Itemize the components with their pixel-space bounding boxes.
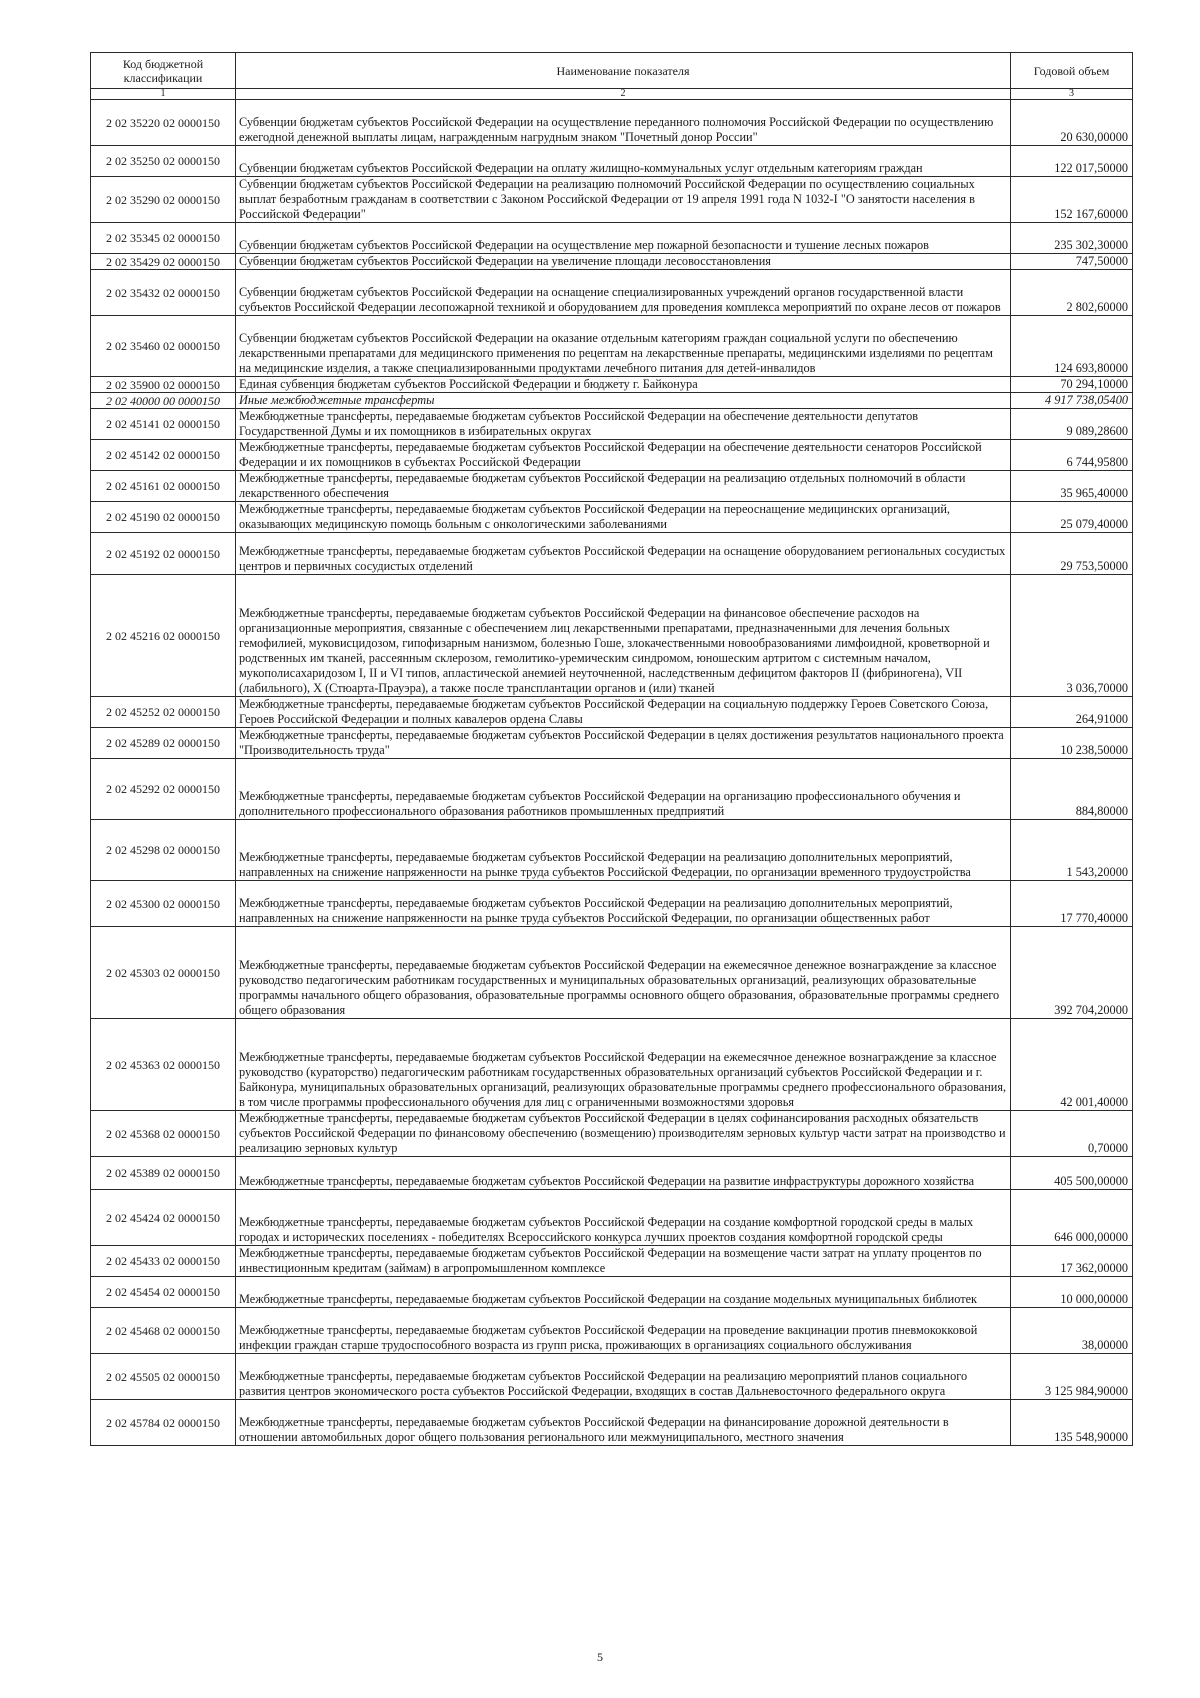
table-row (91, 1157, 1133, 1190)
table-row (91, 881, 1133, 927)
row-name: Межбюджетные трансферты, передаваемые бюджетам субъектов Российской Федерации на оснащение оборудованием региональных сосудистых центров и первичных сосудистых отделений (236, 533, 1011, 575)
row-amount: 38,00000 (1011, 1308, 1133, 1354)
row-code: 2 02 45505 02 0000150 (91, 1354, 236, 1400)
row-name: Субвенции бюджетам субъектов Российской Федерации на оснащение специализированных учреждений органов государственной власти субъектов Российской Федерации лесопожарной техникой и оборудованием для проведения комплекса мероприятий по охране лесов от пожаров (236, 270, 1011, 316)
table-row (91, 440, 1133, 471)
table-row (91, 502, 1133, 533)
table-row (91, 820, 1133, 881)
table-row (91, 927, 1133, 1019)
row-name: Межбюджетные трансферты, передаваемые бюджетам субъектов Российской Федерации в целях софинансирования расходных обязательств субъектов Российской Федерации по финансовому обеспечению (возмещению) производителям зерновых культур части затрат на производство и реализацию зерновых культур (236, 1111, 1011, 1157)
table-row (91, 1400, 1133, 1446)
row-name: Межбюджетные трансферты, передаваемые бюджетам субъектов Российской Федерации на финансовое обеспечение расходов на организационные мероприятия, связанные с обеспечением лиц лекарственными препаратами, предназначенными для лечения больных гемофилией, муковисцидозом, гипофизарным нанизмом, болезнью Гоше, злокачественными новообразованиями лимфоидной, кроветворной и родственных им тканей, рассеянным склерозом, гемолитико-уремическим синдромом, юношеским артритом с системным началом, мукополисахаридозом I, II и VI типов, апластической анемией неуточненной, наследственным дефицитом факторов II (фибриногена), VII (лабильного), X (Стюарта-Прауэра), а также после трансплантации органов и (или) тканей (236, 575, 1011, 697)
table-row (91, 1277, 1133, 1308)
row-name: Субвенции бюджетам субъектов Российской Федерации на реализацию полномочий Российской Федерации по осуществлению социальных выплат безработным гражданам в соответствии с Законом Российской Федерации от 19 апреля 1991 года N 1032-I "О занятости населения в Российской Федерации" (236, 177, 1011, 223)
row-name: Межбюджетные трансферты, передаваемые бюджетам субъектов Российской Федерации на реализацию дополнительных мероприятий, направленных на снижение напряженности на рынке труда субъектов Российской Федерации, по организации общественных работ (236, 881, 1011, 927)
header-code: Код бюджетной классификации (91, 53, 236, 89)
table-row (91, 100, 1133, 146)
table-row (91, 697, 1133, 728)
table-row (91, 393, 1133, 409)
row-name: Межбюджетные трансферты, передаваемые бюджетам субъектов Российской Федерации на организацию профессионального обучения и дополнительного профессионального образования работников промышленных предприятий (236, 759, 1011, 820)
row-code: 2 02 45424 02 0000150 (91, 1190, 236, 1246)
row-code: 2 02 40000 00 0000150 (91, 393, 236, 409)
row-amount: 235 302,30000 (1011, 223, 1133, 254)
row-name: Межбюджетные трансферты, передаваемые бюджетам субъектов Российской Федерации на реализацию отдельных полномочий в области лекарственного обеспечения (236, 471, 1011, 502)
row-code: 2 02 35290 02 0000150 (91, 177, 236, 223)
row-name: Субвенции бюджетам субъектов Российской Федерации на осуществление мер пожарной безопасности и тушение лесных пожаров (236, 223, 1011, 254)
table-row (91, 1308, 1133, 1354)
table-body (91, 100, 1133, 1446)
table-row (91, 1354, 1133, 1400)
row-name: Межбюджетные трансферты, передаваемые бюджетам субъектов Российской Федерации на создание комфортной городской среды в малых городах и исторических поселениях - победителях Всероссийского конкурса лучших проектов создания комфортной городской среды (236, 1190, 1011, 1246)
row-amount: 4 917 738,05400 (1011, 393, 1133, 409)
row-code: 2 02 45468 02 0000150 (91, 1308, 236, 1354)
row-code: 2 02 45300 02 0000150 (91, 881, 236, 927)
row-name: Межбюджетные трансферты, передаваемые бюджетам субъектов Российской Федерации на переоснащение медицинских организаций, оказывающих медицинскую помощь больным с онкологическими заболеваниями (236, 502, 1011, 533)
row-amount: 3 036,70000 (1011, 575, 1133, 697)
row-amount: 25 079,40000 (1011, 502, 1133, 533)
row-code: 2 02 35345 02 0000150 (91, 223, 236, 254)
row-name: Субвенции бюджетам субъектов Российской Федерации на оплату жилищно-коммунальных услуг отдельным категориям граждан (236, 146, 1011, 177)
header-num-1: 1 (91, 89, 236, 100)
row-amount: 392 704,20000 (1011, 927, 1133, 1019)
row-code: 2 02 45192 02 0000150 (91, 533, 236, 575)
row-amount: 1 543,20000 (1011, 820, 1133, 881)
row-code: 2 02 45298 02 0000150 (91, 820, 236, 881)
budget-table-sheet (90, 52, 1132, 1446)
row-name: Межбюджетные трансферты, передаваемые бюджетам субъектов Российской Федерации в целях достижения результатов национального проекта "Производительность труда" (236, 728, 1011, 759)
row-amount: 10 000,00000 (1011, 1277, 1133, 1308)
row-name: Межбюджетные трансферты, передаваемые бюджетам субъектов Российской Федерации на социальную поддержку Героев Советского Союза, Героев Российской Федерации и полных кавалеров ордена Славы (236, 697, 1011, 728)
row-name: Межбюджетные трансферты, передаваемые бюджетам субъектов Российской Федерации на развитие инфраструктуры дорожного хозяйства (236, 1157, 1011, 1190)
row-code: 2 02 45363 02 0000150 (91, 1019, 236, 1111)
row-amount: 0,70000 (1011, 1111, 1133, 1157)
table-row (91, 759, 1133, 820)
row-code: 2 02 35460 02 0000150 (91, 316, 236, 377)
row-code: 2 02 45368 02 0000150 (91, 1111, 236, 1157)
row-amount: 152 167,60000 (1011, 177, 1133, 223)
row-name: Межбюджетные трансферты, передаваемые бюджетам субъектов Российской Федерации на ежемесячное денежное вознаграждение за классное руководство педагогическим работникам государственных и муниципальных образовательных организаций, реализующих образовательные программы начального общего образования, образовательные программы основного общего образования, образовательные программы среднего общего образования (236, 927, 1011, 1019)
header-num-2: 2 (236, 89, 1011, 100)
budget-table (90, 52, 1133, 1446)
table-row (91, 533, 1133, 575)
table-row (91, 177, 1133, 223)
row-code: 2 02 45292 02 0000150 (91, 759, 236, 820)
header-name: Наименование показателя (236, 53, 1011, 89)
row-code: 2 02 45289 02 0000150 (91, 728, 236, 759)
row-name: Субвенции бюджетам субъектов Российской Федерации на оказание отдельным категориям граждан социальной услуги по обеспечению лекарственными препаратами для медицинского применения по рецептам на лекарственные препараты, медицинскими изделиями по рецептам на медицинские изделия, а также специализированными продуктами лечебного питания для детей-инвалидов (236, 316, 1011, 377)
row-code: 2 02 45784 02 0000150 (91, 1400, 236, 1446)
row-name: Единая субвенция бюджетам субъектов Российской Федерации и бюджету г. Байконура (236, 377, 1011, 393)
row-name: Межбюджетные трансферты, передаваемые бюджетам субъектов Российской Федерации на создание модельных муниципальных библиотек (236, 1277, 1011, 1308)
row-code: 2 02 45142 02 0000150 (91, 440, 236, 471)
header-amount: Годовой объем (1011, 53, 1133, 89)
table-row (91, 377, 1133, 393)
row-amount: 10 238,50000 (1011, 728, 1133, 759)
header-num-3: 3 (1011, 89, 1133, 100)
row-name: Межбюджетные трансферты, передаваемые бюджетам субъектов Российской Федерации на возмещение части затрат на уплату процентов по инвестиционным кредитам (займам) в агропромышленном комплексе (236, 1246, 1011, 1277)
row-amount: 135 548,90000 (1011, 1400, 1133, 1446)
row-amount: 35 965,40000 (1011, 471, 1133, 502)
table-row (91, 1019, 1133, 1111)
row-code: 2 02 35220 02 0000150 (91, 100, 236, 146)
row-code: 2 02 45190 02 0000150 (91, 502, 236, 533)
row-amount: 70 294,10000 (1011, 377, 1133, 393)
row-name: Межбюджетные трансферты, передаваемые бюджетам субъектов Российской Федерации на обеспечение деятельности депутатов Государственной Думы и их помощников в избирательных округах (236, 409, 1011, 440)
table-row (91, 316, 1133, 377)
row-name: Субвенции бюджетам субъектов Российской Федерации на осуществление переданного полномочия Российской Федерации по осуществлению ежегодной денежной выплаты лицам, награжденным нагрудным знаком "Почетный донор России" (236, 100, 1011, 146)
table-row (91, 254, 1133, 270)
row-code: 2 02 35432 02 0000150 (91, 270, 236, 316)
table-row (91, 1111, 1133, 1157)
table-row (91, 575, 1133, 697)
row-name: Межбюджетные трансферты, передаваемые бюджетам субъектов Российской Федерации на проведение вакцинации против пневмококковой инфекции граждан старше трудоспособного возраста из групп риска, проживающих в организациях социального обслуживания (236, 1308, 1011, 1354)
row-code: 2 02 45252 02 0000150 (91, 697, 236, 728)
row-amount: 20 630,00000 (1011, 100, 1133, 146)
row-amount: 646 000,00000 (1011, 1190, 1133, 1246)
row-amount: 264,91000 (1011, 697, 1133, 728)
row-code: 2 02 35429 02 0000150 (91, 254, 236, 270)
table-row (91, 1190, 1133, 1246)
row-name: Межбюджетные трансферты, передаваемые бюджетам субъектов Российской Федерации на реализацию мероприятий планов социального развития центров экономического роста субъектов Российской Федерации, входящих в состав Дальневосточного федерального округа (236, 1354, 1011, 1400)
row-amount: 405 500,00000 (1011, 1157, 1133, 1190)
row-amount: 3 125 984,90000 (1011, 1354, 1133, 1400)
row-name: Межбюджетные трансферты, передаваемые бюджетам субъектов Российской Федерации на обеспечение деятельности сенаторов Российской Федерации и их помощников в субъектах Российской Федерации (236, 440, 1011, 471)
row-code: 2 02 35250 02 0000150 (91, 146, 236, 177)
row-amount: 9 089,28600 (1011, 409, 1133, 440)
table-row (91, 223, 1133, 254)
row-amount: 17 362,00000 (1011, 1246, 1133, 1277)
row-amount: 2 802,60000 (1011, 270, 1133, 316)
row-name: Межбюджетные трансферты, передаваемые бюджетам субъектов Российской Федерации на реализацию дополнительных мероприятий, направленных на снижение напряженности на рынке труда субъектов Российской Федерации, по организации временного трудоустройства (236, 820, 1011, 881)
row-code: 2 02 45141 02 0000150 (91, 409, 236, 440)
row-amount: 6 744,95800 (1011, 440, 1133, 471)
row-name: Межбюджетные трансферты, передаваемые бюджетам субъектов Российской Федерации на ежемесячное денежное вознаграждение за классное руководство (кураторство) педагогическим работникам государственных образовательных организаций субъектов Российской Федерации и г. Байконура, муниципальных образовательных организаций, реализующих образовательные программы среднего профессионального образования, в том числе программы профессионального обучения для лиц с ограниченными возможностями здоровья (236, 1019, 1011, 1111)
row-code: 2 02 45161 02 0000150 (91, 471, 236, 502)
row-code: 2 02 35900 02 0000150 (91, 377, 236, 393)
row-amount: 17 770,40000 (1011, 881, 1133, 927)
row-amount: 124 693,80000 (1011, 316, 1133, 377)
row-code: 2 02 45303 02 0000150 (91, 927, 236, 1019)
row-code: 2 02 45433 02 0000150 (91, 1246, 236, 1277)
row-amount: 42 001,40000 (1011, 1019, 1133, 1111)
row-name: Иные межбюджетные трансферты (236, 393, 1011, 409)
row-amount: 747,50000 (1011, 254, 1133, 270)
row-amount: 884,80000 (1011, 759, 1133, 820)
table-row (91, 146, 1133, 177)
table-row (91, 409, 1133, 440)
row-code: 2 02 45454 02 0000150 (91, 1277, 236, 1308)
row-code: 2 02 45216 02 0000150 (91, 575, 236, 697)
row-amount: 29 753,50000 (1011, 533, 1133, 575)
row-code: 2 02 45389 02 0000150 (91, 1157, 236, 1190)
row-amount: 122 017,50000 (1011, 146, 1133, 177)
table-row (91, 471, 1133, 502)
table-row (91, 270, 1133, 316)
row-name: Межбюджетные трансферты, передаваемые бюджетам субъектов Российской Федерации на финансирование дорожной деятельности в отношении автомобильных дорог общего пользования регионального или межмуниципального, местного значения (236, 1400, 1011, 1446)
table-row (91, 1246, 1133, 1277)
page-number: 5 (597, 1650, 603, 1664)
table-row (91, 728, 1133, 759)
row-name: Субвенции бюджетам субъектов Российской Федерации на увеличение площади лесовосстановления (236, 254, 1011, 270)
